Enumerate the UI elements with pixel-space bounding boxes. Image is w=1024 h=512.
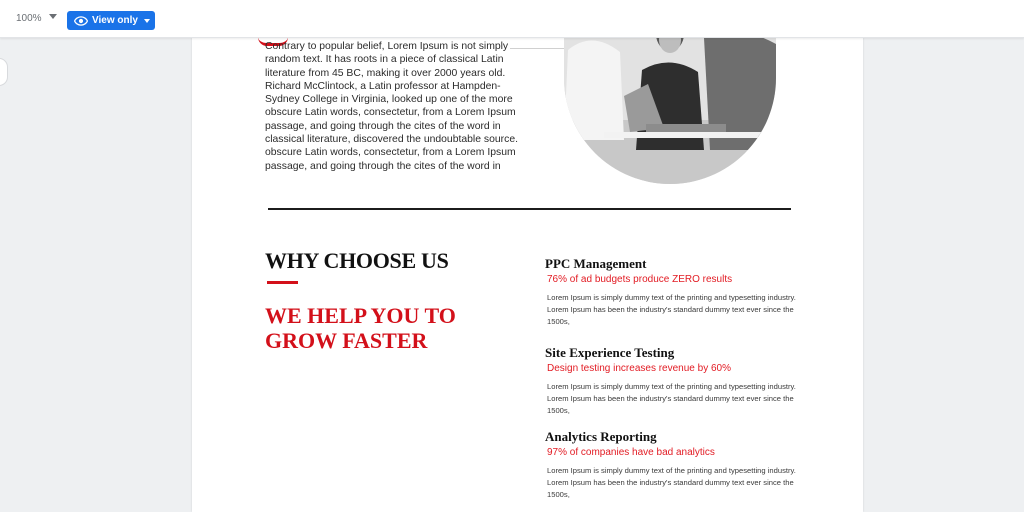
- service-analytics-reporting: [545, 429, 805, 501]
- service-title: PPC Management: [545, 256, 647, 271]
- heading-accent-line: [267, 281, 298, 284]
- service-description: Lorem Ipsum is simply dummy text of the printing and typesetting industry. Lorem Ipsum has been the industry's standard dummy text ever since the 1500s,: [547, 466, 796, 499]
- chevron-down-icon: [144, 19, 150, 23]
- service-subtitle: Design testing increases revenue by 60%: [547, 363, 731, 374]
- service-title: Site Experience Testing: [545, 345, 675, 360]
- view-mode-label: View only: [92, 15, 138, 26]
- help-grow-heading: WE HELP YOU TO GROW FASTER: [265, 303, 456, 353]
- intro-paragraph: Contrary to popular belief, Lorem Ipsum is not simply random text. It has roots in a piece of classical Latin literature from 45 BC, making it over 2000 years old. Richard McClintock, a Latin professor at Hampden-Sydney College in Virginia, looked up one of the more obscure Latin words, consectetur, from a Lorem Ipsum passage, and going through the cites of the word in classical literature, discovered the undoubtable source. obscure Latin words, consectetur, from a Lorem Ipsum passage, and going through the cites of the word in: [265, 41, 518, 172]
- service-description: Lorem Ipsum is simply dummy text of the printing and typesetting industry. Lorem Ipsum has been the industry's standard dummy text ever since the 1500s,: [547, 293, 796, 326]
- service-subtitle: 76% of ad budgets produce ZERO results: [547, 274, 733, 285]
- view-mode-button[interactable]: [67, 11, 155, 30]
- service-title: Analytics Reporting: [545, 429, 657, 444]
- toolbar: [0, 0, 1024, 38]
- decorative-line: [510, 48, 566, 49]
- service-subtitle: 97% of companies have bad analytics: [547, 447, 715, 458]
- eye-icon: [74, 15, 88, 27]
- service-ppc-management: [545, 256, 805, 328]
- zoom-level[interactable]: 100%: [16, 13, 42, 24]
- why-choose-us-heading: WHY CHOOSE US: [265, 248, 449, 273]
- service-site-experience-testing: [545, 345, 805, 417]
- zoom-dropdown-icon[interactable]: [49, 14, 57, 19]
- side-panel-toggle[interactable]: [0, 58, 8, 86]
- service-description: Lorem Ipsum is simply dummy text of the printing and typesetting industry. Lorem Ipsum has been the industry's standard dummy text ever since the 1500s,: [547, 382, 796, 415]
- section-divider: [268, 208, 791, 210]
